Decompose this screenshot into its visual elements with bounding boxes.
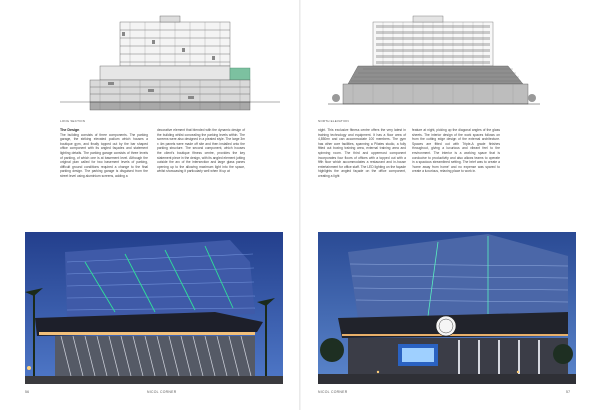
north-elevation-drawing xyxy=(318,14,548,114)
right-text-column-1 xyxy=(318,128,406,179)
long-section-drawing xyxy=(60,14,280,114)
page-gutter xyxy=(299,0,301,410)
section-heading: The Design xyxy=(60,128,80,132)
building-photo-left xyxy=(25,232,283,384)
north-elevation-caption: NORTH ELEVATION xyxy=(318,119,349,123)
body-text: decorative element that blended with the dynamic design of the building whilst concealing the parking levels within. The screens were also designed in a pleated style. The large 3m x 4m panels were made off site and then installed onto the parking structure. The second component, which houses the client's boutique fitness centre, provides the key statement piece in the design, with its angled element jutting outside the arc of the intersection and large glass panes opening up to the allowing maximum light into the space, whilst showcasing it particularly well when lit up at xyxy=(157,128,245,174)
body-text: feature at night, picking up the diagonal angles of the glass sheets. The interior design of the work spaces follows on from the cutting edge design of the external architecture. Spaces are fitted out with Triple-A grade finishes throughout, giving a luxurious and vibrant feel to the environment. The interior is a working space that is conducive to productivity and also allows teams to operate in a spacious streamlined setting. The brief was to create a 'home away from home' and no expense was spared to create a luxurious, relaxing place to work in. xyxy=(412,128,500,174)
folio-label-left: NICOL CORNER xyxy=(147,390,177,394)
folio-label-right: NICOL CORNER xyxy=(318,390,348,394)
left-text-column-1 xyxy=(60,128,148,179)
long-section-caption: LONG SECTION xyxy=(60,119,86,123)
page-number-left: 56 xyxy=(25,390,30,394)
body-text: night. This exclusive fitness centre offers the very latest in training technology and equipment. It has a floor area of 4,850m² and can accommodate 100 members. The gym has other core facilities, spanning a Pilates studio, a fully fitted out boxing training area, external training area and spinning room. The third and uppermost component incorporates four floors of offices with a topped out with a fifth floor which accommodates a restaurant and in-house entertainment for office staff. The LED lighting on the façade highlights the angled façade on the office component, creating a light xyxy=(318,128,406,178)
building-photo-right xyxy=(318,232,576,384)
body-text: The building consists of three components. The parking garage, the striking elevated podium which houses a boutique gym, and finally topped out by the bar shaped office component with its angled façades and statement lighting details. The parking garage consists of three levels of parking, of which one is at basement level. Although the original plan called for two basement levels of parking, difficult ground conditions required a change to the final parking design. The parking garage is disguised from the street level using aluminium screens, adding a xyxy=(60,132,148,178)
right-text-column-2 xyxy=(412,128,500,174)
page-number-right: 57 xyxy=(566,390,571,394)
left-text-column-2 xyxy=(157,128,245,174)
